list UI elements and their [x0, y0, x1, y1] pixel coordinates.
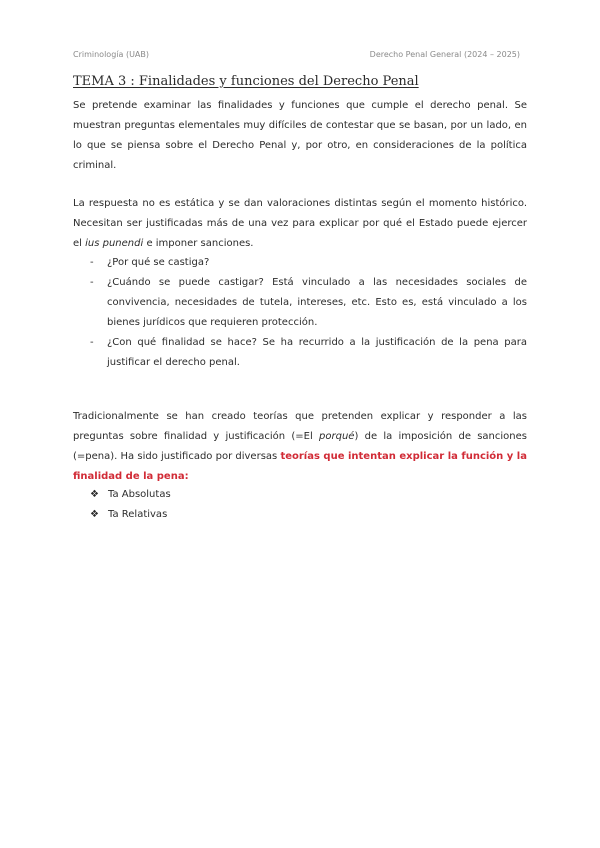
theories-list [90, 485, 527, 525]
theories-paragraph [73, 407, 527, 487]
header-course: Criminología (UAB) [73, 50, 149, 59]
list-item [90, 485, 527, 505]
header-subject: Derecho Penal General (2024 – 2025) [369, 50, 520, 59]
ius-punendi-term: ius punendi [85, 238, 144, 249]
list-item-text: ¿Cuándo se puede castigar? Está vinculado a las necesidades sociales de convivencia, necesidades de tutela, intereses, etc. Esto es, está vinculado a los bienes jurídicos que requieren protección. [107, 277, 527, 328]
list-item [90, 505, 527, 525]
diamond-bullet-icon: ❖ [90, 509, 99, 520]
list-item-text: ¿Con qué finalidad se hace? Se ha recurrido a la justificación de la pena para justificar el derecho penal. [107, 337, 527, 368]
dash-bullet: - [90, 337, 94, 348]
list-item-text: Ta Relativas [108, 509, 168, 520]
theories-text-middle: ) de la imposición de sanciones (=pena). Ha sido justificado por diversas [73, 431, 527, 462]
response-text-before: La respuesta no es estática y se dan valoraciones distintas según el momento histórico. Necesitan ser justificadas más de una vez para explicar por qué el Estado puede ejercer el [73, 198, 527, 249]
dash-bullet: - [90, 257, 94, 268]
response-paragraph [73, 194, 527, 254]
intro-paragraph: Se pretende examinar las finalidades y funciones que cumple el derecho penal. Se muestran preguntas elementales muy difíciles de contestar que se basan, por un lado, en lo que se piensa sobre el Derecho Penal y, por otro, en consideraciones de la política criminal. [73, 100, 527, 171]
page-title: TEMA 3 : Finalidades y funciones del Derecho Penal [73, 74, 419, 89]
porque-term: porqué [319, 431, 355, 442]
dash-bullet: - [90, 277, 94, 288]
list-item-text: Ta Absolutas [108, 489, 171, 500]
list-item [90, 253, 527, 273]
list-item-text: ¿Por qué se castiga? [107, 257, 210, 268]
response-text-after: e imponer sanciones. [143, 238, 254, 249]
list-item [90, 273, 527, 333]
list-item [90, 333, 527, 373]
questions-list [90, 253, 527, 373]
highlighted-text: teorías que intentan explicar la función y la finalidad de la pena: [73, 451, 527, 482]
theories-text-before: Tradicionalmente se han creado teorías que pretenden explicar y responder a las preguntas sobre finalidad y justificación (=El [73, 411, 527, 442]
diamond-bullet-icon: ❖ [90, 489, 99, 500]
